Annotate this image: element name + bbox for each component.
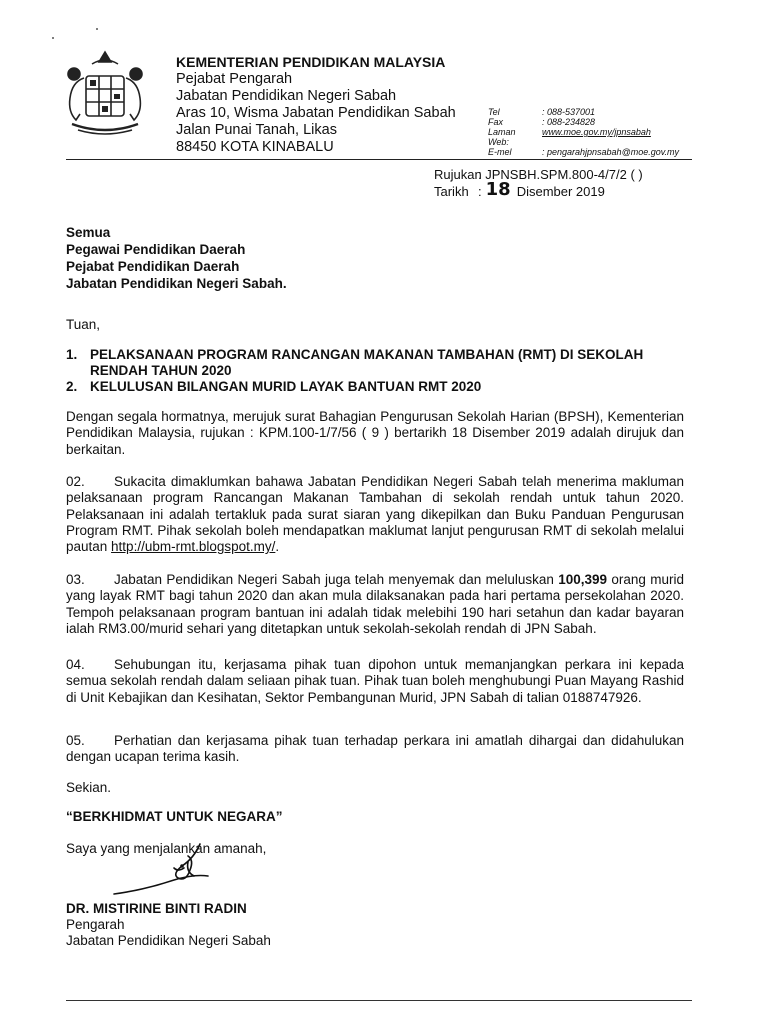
address-line: Jalan Punai Tanah, Likas <box>176 122 337 138</box>
subject-block <box>66 347 692 395</box>
recipient-line: Semua <box>66 225 111 240</box>
tarikh-label: Tarikh <box>434 184 469 199</box>
letterhead-address <box>176 54 456 156</box>
scan-speck <box>52 37 54 39</box>
paragraph-text: Jabatan Pendidikan Negeri Sabah juga telah menyemak dan meluluskan <box>114 572 559 587</box>
contact-email <box>488 147 679 157</box>
closing-sekian: Sekian. <box>66 780 112 795</box>
paragraph-number: 04. <box>66 657 85 672</box>
contact-fax <box>488 117 679 127</box>
paragraph-text: Sehubungan itu, kerjasama pihak tuan dipohon untuk memanjangkan perkara ini kepada semua sekolah rendah dalam seliaan pihak tuan. Pihak tuan boleh menghubungi Puan Mayang Rashid di Unit Kebajikan dan Kesihatan, Sektor Pembangunan Murid, JPN Sabah di talian 0188747926. <box>66 657 684 705</box>
tarikh-day-handwritten: 18 <box>485 179 511 200</box>
subject-text: PELAKSANAAN PROGRAM RANCANGAN MAKANAN TAMBAHAN (RMT) DI SEKOLAH RENDAH TAHUN 2020 <box>90 347 644 378</box>
contact-label: E-mel <box>488 147 512 157</box>
contact-label: Fax <box>488 117 504 127</box>
rujukan-label: Rujukan <box>434 167 482 182</box>
paragraph-1: Dengan segala hormatnya, merujuk surat Bahagian Pengurusan Sekolah Harian (BPSH), Kementerian Pendidikan Malaysia, rujukan : KPM.100-1/7/56 ( 9 ) bertarikh 18 Disember 2019 adalah dirujuk dan berkaitan. <box>66 409 684 457</box>
paragraph-end: . <box>275 539 280 555</box>
tarikh-sep: : <box>478 184 482 199</box>
subject-number: 1. <box>66 347 78 362</box>
paragraph-4 <box>66 657 684 706</box>
paragraph-text: Sukacita dimaklumkan bahawa Jabatan Pendidikan Negeri Sabah telah menerima makluman pelaksanaan program Rancangan Makanan Tambahan di sekolah rendah untuk tahun 2020. Pelaksanaan ini adalah tertakluk pada surat siaran yang dikepilkan dan Buku Panduan Pengurusan Program RMT. Pihak sekolah boleh mendapatkan maklumat lanjut pengurusan RMT di sekolah melalui pautan <box>66 474 684 555</box>
trust-line: Saya yang menjalankan amanah, <box>66 841 267 856</box>
recipient-line: Jabatan Pendidikan Negeri Sabah. <box>66 276 287 291</box>
subject-text: KELULUSAN BILANGAN MURID LAYAK BANTUAN RMT 2020 <box>90 379 482 394</box>
signatory-department: Jabatan Pendidikan Negeri Sabah <box>66 933 271 948</box>
contact-value: : 088-234828 <box>542 117 596 127</box>
recipients-block <box>66 224 287 292</box>
signatory-title: Pengarah <box>66 917 125 932</box>
tarikh-row <box>434 179 643 200</box>
signatory-name: DR. MISTIRINE BINTI RADIN <box>66 901 247 916</box>
subject-number: 2. <box>66 379 78 394</box>
signatory-block <box>66 901 271 949</box>
motto: “BERKHIDMAT UNTUK NEGARA” <box>66 809 283 824</box>
handwritten-signature <box>108 838 248 900</box>
paragraph-text: orang murid yang layak RMT bagi tahun 2020 dan akan mula dilaksanakan pada hari pertama persekolahan 2020. Tempoh pelaksanaan program bantuan ini adalah tidak melebihi 190 hari setahun dan kadar bayaran ialah RM3.00/murid sehari yang ditetapkan untuk sekolah-sekolah rendah di JPN Sabah. <box>66 572 684 636</box>
paragraph-number: 02. <box>66 474 85 489</box>
contact-web <box>488 127 679 147</box>
paragraph-3 <box>66 572 684 637</box>
rujukan-value: : JPNSBH.SPM.800-4/7/2 ( ) <box>478 167 643 182</box>
malaysia-coat-of-arms-icon <box>62 46 148 146</box>
contact-block <box>488 107 679 157</box>
salutation: Tuan, <box>66 317 101 332</box>
rujukan-row <box>434 166 643 183</box>
scan-speck <box>96 28 98 30</box>
footer-divider <box>66 1000 692 1001</box>
recipient-line: Pejabat Pendidikan Daerah <box>66 259 240 274</box>
paragraph-2 <box>66 474 684 555</box>
reference-block <box>434 166 643 200</box>
header-divider <box>66 159 692 160</box>
paragraph-number: 03. <box>66 572 85 587</box>
paragraph-number: 05. <box>66 733 85 748</box>
contact-label: Laman Web: <box>488 127 516 147</box>
ministry-name: KEMENTERIAN PENDIDIKAN MALAYSIA <box>176 54 446 70</box>
address-line: 88450 KOTA KINABALU <box>176 139 334 155</box>
recipient-line: Pegawai Pendidikan Daerah <box>66 242 246 257</box>
contact-label: Tel <box>488 107 500 117</box>
approved-count: 100,399 <box>558 572 608 587</box>
address-line: Pejabat Pengarah <box>176 71 293 87</box>
subject-item <box>66 379 692 395</box>
address-line: Aras 10, Wisma Jabatan Pendidikan Sabah <box>176 105 456 121</box>
paragraph-5 <box>66 733 684 766</box>
address-line: Jabatan Pendidikan Negeri Sabah <box>176 88 397 104</box>
subject-item <box>66 347 692 379</box>
rmt-blog-link[interactable]: http://ubm-rmt.blogspot.my/ <box>111 539 276 555</box>
contact-value: : 088-537001 <box>542 107 596 117</box>
tarikh-rest: Disember 2019 <box>516 184 605 199</box>
website-link[interactable]: www.moe.gov.my/jpnsabah <box>542 127 651 137</box>
contact-tel <box>488 107 679 117</box>
paragraph-text: Perhatian dan kerjasama pihak tuan terhadap perkara ini amatlah dihargai dan didahulukan dengan ucapan terima kasih. <box>66 733 684 765</box>
contact-value: : pengarahjpnsabah@moe.gov.my <box>542 147 680 157</box>
